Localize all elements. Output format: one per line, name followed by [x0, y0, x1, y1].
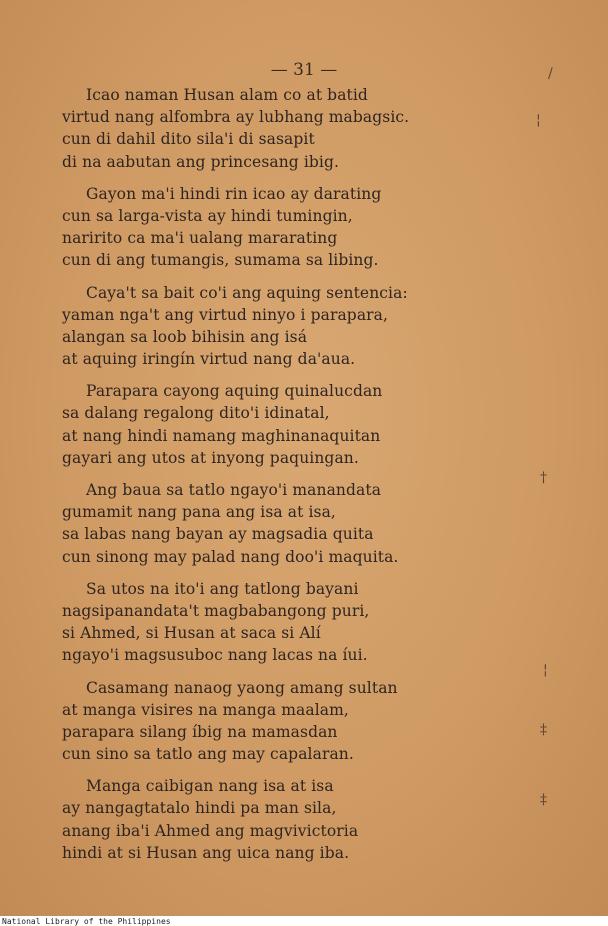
poem-line: anang iba'i Ahmed ang magvivictoria — [62, 821, 359, 840]
poem-line: Manga caibigan nang isa at isa — [86, 777, 334, 796]
poem-line: gayari ang utos at inyong paquingan. — [62, 448, 359, 467]
poem-line: Casamang nanaog yaong amang sultan — [86, 678, 398, 697]
stanza-6 — [62, 578, 502, 667]
poem-line: alangan sa loob bihisin ang isá — [62, 327, 308, 346]
poem-body — [62, 84, 502, 874]
margin-mark: ¦ — [536, 112, 541, 128]
stanza-1 — [62, 84, 502, 173]
poem-line: cun di ang tumangis, sumama sa libing. — [62, 251, 379, 270]
poem-line: parapara silang íbig na mamasdan — [62, 722, 338, 741]
poem-line: at nang hindi namang maghinanaquitan — [62, 426, 381, 445]
stanza-7 — [62, 677, 502, 766]
poem-line: cun sinong may palad nang doo'i maquita. — [62, 547, 399, 566]
stanza-4 — [62, 380, 502, 469]
poem-line: Ang baua sa tatlo ngayo'i manandata — [86, 481, 382, 499]
poem-line: naririto ca ma'i ualang mararating — [62, 229, 338, 248]
poem-line: Icao naman Husan alam co at batid — [86, 86, 368, 104]
margin-mark: ‡ — [540, 792, 547, 808]
poem-line: sa labas nang bayan ay magsadia quita — [62, 525, 374, 544]
poem-line: virtud nang alfombra ay lubhang mabagsic. — [62, 108, 410, 127]
poem-line: Sa utos na ito'i ang tatlong bayani — [86, 579, 359, 598]
poem-line: ay nangagtatalo hindi pa man sila, — [62, 799, 337, 818]
poem-line: at aquing iringín virtud nang da'aua. — [62, 350, 356, 369]
margin-mark: / — [548, 66, 553, 82]
poem-line: cun sa larga-vista ay hindi tumingin, — [62, 206, 353, 225]
poem-line: cun di dahil dito sila'i di sasapit — [62, 130, 315, 149]
library-credit: National Library of the Philippines — [2, 917, 171, 926]
poem-line: cun sino sa tatlo ang may capalaran. — [62, 745, 354, 764]
poem-line: at manga visires na manga maalam, — [62, 700, 349, 719]
poem-line: Parapara cayong aquing quinalucdan — [86, 382, 383, 401]
margin-mark: † — [540, 470, 547, 486]
poem-line: di na aabutan ang princesang ibig. — [62, 152, 340, 171]
stanza-2 — [62, 183, 502, 272]
margin-mark: ‡ — [540, 722, 547, 738]
poem-line: Caya't sa bait co'i ang aquing sentencia: — [86, 283, 408, 302]
poem-line: yaman nga't ang virtud ninyo i parapara, — [62, 305, 389, 324]
stanza-8 — [62, 775, 502, 864]
page-number: — 31 — — [270, 60, 338, 80]
poem-line: ngayo'i magsusuboc nang lacas na íui. — [62, 646, 368, 665]
stanza-3 — [62, 282, 502, 371]
poem-line: hindi at si Husan ang uica nang iba. — [62, 843, 350, 862]
margin-mark: ¦ — [543, 662, 548, 678]
poem-line: Gayon ma'i hindi rin icao ay darating — [86, 184, 382, 203]
poem-line: si Ahmed, si Husan at saca si Alí — [62, 624, 321, 643]
stanza-5 — [62, 479, 502, 568]
poem-line: nagsipanandata't magbabangong puri, — [62, 601, 370, 620]
poem-line: sa dalang regalong dito'i idinatal, — [62, 404, 330, 423]
poem-line: gumamit nang pana ang isa at isa, — [62, 503, 336, 522]
